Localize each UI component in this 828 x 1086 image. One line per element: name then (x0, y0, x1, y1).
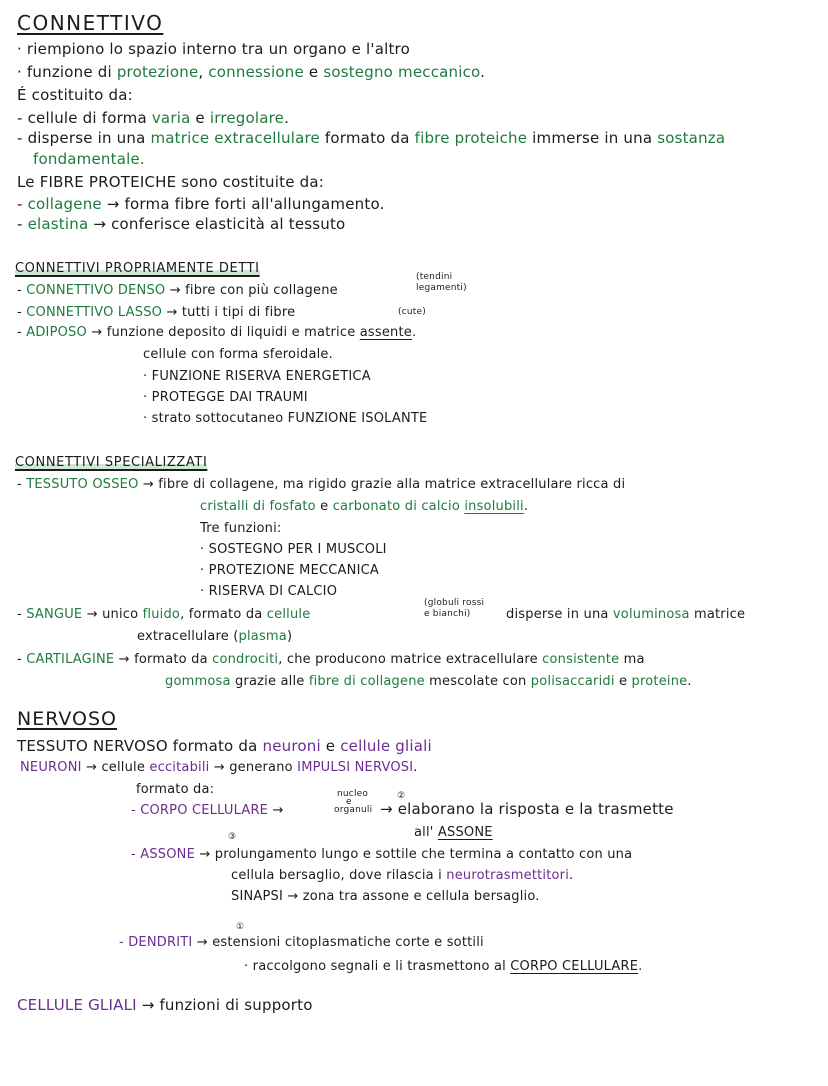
text-line: · riempiono lo spazio interno tra un organo e l'altro (17, 40, 410, 58)
section-title-propriamente-detti: CONNETTIVI PROPRIAMENTE DETTI (15, 261, 260, 276)
step-number: ① (236, 922, 245, 932)
text-line: TESSUTO NERVOSO formato da neuroni e cellule gliali (17, 737, 432, 755)
list-item: - TESSUTO OSSEO → fibre di collagene, ma rigido grazie alla matrice extracellulare ricca di (17, 477, 626, 492)
text-line: NEURONI → cellule eccitabili → generano IMPULSI NERVOSI. (20, 760, 418, 775)
text-line: → elaborano la risposta e la trasmette (380, 800, 674, 818)
text-line: formato da: (136, 782, 215, 797)
text-line: É costituito da: (17, 86, 133, 104)
list-item: - SANGUE → unico fluido, formato da cellule (17, 607, 311, 622)
text-line: Le FIBRE PROTEICHE sono costituite da: (17, 173, 324, 191)
text-line: gommosa grazie alle fibre di collagene mescolate con polisaccaridi e proteine. (165, 674, 692, 689)
bullet-item: · PROTEGGE DAI TRAUMI (143, 390, 308, 405)
text-line: disperse in una voluminosa matrice (506, 607, 746, 622)
text-line: fondamentale. (33, 150, 145, 168)
text-line: - disperse in una matrice extracellulare formato da fibre proteiche immerse in una sostanza (17, 129, 726, 147)
text-line: all' ASSONE (414, 825, 493, 840)
text-line: SINAPSI → zona tra assone e cellula bersaglio. (231, 889, 540, 904)
text-line: CELLULE GLIALI → funzioni di supporto (17, 996, 313, 1014)
section-title-nervoso: NERVOSO (17, 708, 118, 730)
bullet-item: · SOSTEGNO PER I MUSCOLI (200, 542, 387, 557)
annotation: e (346, 797, 352, 807)
text-line: extracellulare (plasma) (137, 629, 293, 644)
text-line: · funzione di protezione, connessione e sostegno meccanico. (17, 63, 486, 81)
text-line: - cellule di forma varia e irregolare. (17, 109, 290, 127)
text-line: cellula bersaglio, dove rilascia i neurotrasmettitori. (231, 868, 574, 883)
annotation: (tendini (416, 272, 453, 282)
annotation: e bianchi) (424, 609, 471, 619)
section-title-specializzati: CONNETTIVI SPECIALIZZATI (15, 455, 208, 470)
bullet-item: · strato sottocutaneo FUNZIONE ISOLANTE (143, 411, 428, 426)
list-item: - ADIPOSO → funzione deposito di liquidi e matrice assente. (17, 325, 417, 340)
text-line: Tre funzioni: (200, 521, 282, 536)
list-item: - elastina → conferisce elasticità al tessuto (17, 215, 346, 233)
list-item: - collagene → forma fibre forti all'allungamento. (17, 195, 385, 213)
annotation: (globuli rossi (424, 598, 485, 608)
bullet-item: · FUNZIONE RISERVA ENERGETICA (143, 369, 371, 384)
bullet-item: · RISERVA DI CALCIO (200, 584, 338, 599)
list-item: - ASSONE → prolungamento lungo e sottile che termina a contatto con una (131, 847, 633, 862)
step-number: ② (397, 791, 406, 801)
annotation: (cute) (398, 307, 426, 317)
text-line: cristalli di fosfato e carbonato di calcio insolubili. (200, 499, 529, 514)
text-line: cellule con forma sferoidale. (143, 347, 333, 362)
step-number: ③ (228, 832, 237, 842)
annotation: organuli (334, 805, 373, 815)
text-line: · raccolgono segnali e li trasmettono al CORPO CELLULARE. (244, 959, 643, 974)
section-title-connettivo: CONNETTIVO (17, 11, 164, 35)
list-item: - CONNETTIVO DENSO → fibre con più collagene (17, 283, 338, 298)
annotation: nucleo (337, 789, 369, 799)
list-item: - DENDRITI → estensioni citoplasmatiche corte e sottili (119, 935, 484, 950)
bullet-item: · PROTEZIONE MECCANICA (200, 563, 379, 578)
annotation: legamenti) (416, 283, 467, 293)
list-item: - CARTILAGINE → formato da condrociti, che producono matrice extracellulare consistente ma (17, 652, 645, 667)
list-item: - CONNETTIVO LASSO → tutti i tipi di fibre (17, 305, 296, 320)
list-item: - CORPO CELLULARE → (131, 803, 284, 818)
